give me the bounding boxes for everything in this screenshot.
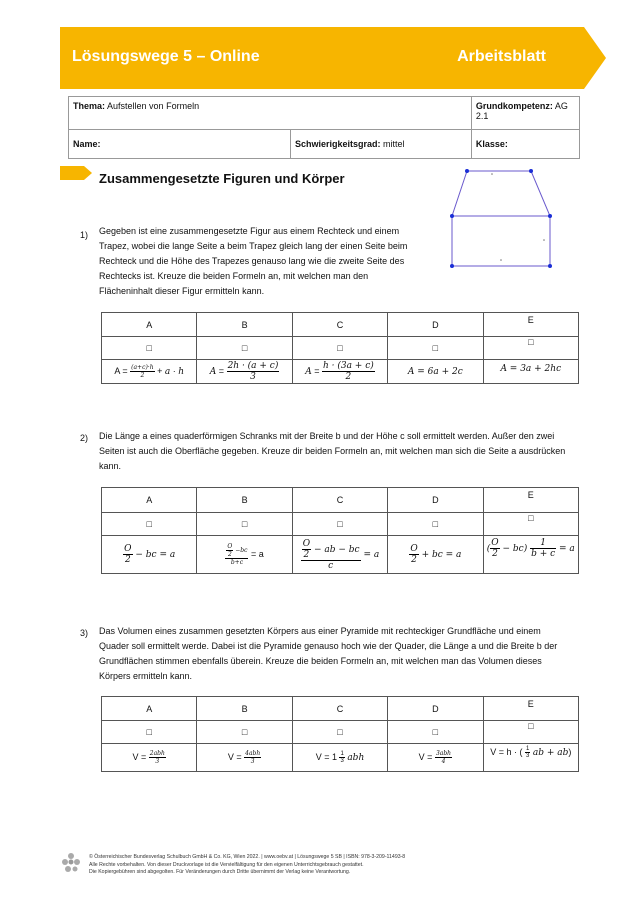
formula-a: A = $\frac{(a+c)\cdot h}{2}$ + a · h [102, 360, 197, 384]
option-c-header: C [292, 488, 387, 513]
worksheet-header-table [68, 96, 580, 159]
option-a-checkbox[interactable]: □ [102, 513, 197, 536]
option-d-checkbox[interactable]: □ [388, 513, 483, 536]
formula-e: V = h · ( $\frac{1}{3}$ ab + ab) [483, 744, 578, 772]
option-b-header: B [197, 488, 292, 513]
task-3-text: Das Volumen eines zusammen gesetzten Körpers aus einer Pyramide mit rechteckiger Grundfläche und einem Quader soll ermittelt werde. Dabei ist die Pyramide genauso hoch wie der Quader, die Länge a und die Breite b der Grundflächen stimmen ebenfalls überein. Kreuze die beiden Formeln an, mit welchen man das Volumen dieses Körpers ermitteln kann. [99, 626, 558, 681]
option-e-checkbox[interactable]: □ [483, 513, 578, 536]
option-a-checkbox[interactable]: □ [102, 721, 197, 744]
banner-subtitle: Arbeitsblatt [457, 48, 546, 65]
option-c-checkbox[interactable]: □ [292, 337, 387, 360]
option-e-header: E [483, 313, 578, 337]
task-2-text: Die Länge a eines quaderförmigen Schranks mit der Breite b und der Höhe c soll ermittelt werden. Außer den zwei Seiten ist auch die Oberfläche gegeben. Kreuze dir beiden Formeln an, mit welchen man sich die Seite a ausdrücken kann. [99, 431, 566, 471]
option-e-checkbox[interactable]: □ [483, 337, 578, 360]
formula-d: $\frac{O}{2}$ + bc = a [388, 536, 483, 574]
formula-e: ( $\frac{O}{2}$ − bc) $\frac{1}{b + c}$ = a [483, 536, 578, 574]
task-2-number: 2) [80, 433, 89, 443]
banner-title: Lösungswege 5 – Online [72, 48, 260, 65]
section-marker-icon [60, 166, 92, 180]
option-d-header: D [388, 488, 483, 513]
option-d-checkbox[interactable]: □ [388, 721, 483, 744]
option-b-checkbox[interactable]: □ [197, 337, 292, 360]
task-1-number: 1) [80, 230, 89, 240]
task-3-options-table [101, 696, 579, 772]
task-3-number: 3) [80, 628, 89, 638]
formula-a: V = $\frac{\text{2abh}}{3}$ [102, 744, 197, 772]
option-e-header: E [483, 488, 578, 513]
option-d-header: D [388, 697, 483, 721]
option-e-header: E [483, 697, 578, 721]
option-d-checkbox[interactable]: □ [388, 337, 483, 360]
option-e-checkbox[interactable]: □ [483, 721, 578, 744]
formula-b: $\frac{O}{2}$ −bc b+c = a [197, 536, 292, 574]
option-b-header: B [197, 697, 292, 721]
composite-figure-diagram [446, 162, 558, 272]
option-a-checkbox[interactable]: □ [102, 337, 197, 360]
task-1-text: Gegeben ist eine zusammengesetzte Figur aus einem Rechteck und einem Trapez, wobei die lange Seite a beim Trapez gleich lang der einen Seite beim Rechteck und die Höhe des Trapezes genauso lang wie die zweite Seite des Rechtecks ist. Kreuze die beiden Formeln an, mit welchen man den Flächeninhalt dieser Figur ermitteln kann. [99, 226, 408, 296]
option-a-header: A [102, 313, 197, 337]
footer-copyright: © Österreichischer Bundesverlag Schulbuch GmbH & Co. KG, Wien 2022. | www.oebv.at | Lösungswege 5 SB | ISBN: 978-3-209-11493-8 Alle Rechte vorbehalten. Von dieser Druckvorlage ist die Vervielfältigung für den eigenen Unterrichtsgebrauch gestattet. Die Kopiergebühren sind abgegolten. Für Veränderungen durch Dritte übernimmt der Verlag keine Verantwortung. [89, 854, 406, 875]
formula-c: $\frac{O}{2}$ − ab − bc c = a [292, 536, 387, 574]
task-1-options-table [101, 312, 579, 384]
option-c-checkbox[interactable]: □ [292, 721, 387, 744]
schwierigkeit-cell: Schwierigkeitsgrad: mittel [291, 130, 472, 159]
formula-c: A = $\frac{h \cdot (3a + c)}{2}$ [292, 360, 387, 384]
option-b-header: B [197, 313, 292, 337]
klasse-cell[interactable]: Klasse: [471, 130, 579, 159]
option-c-checkbox[interactable]: □ [292, 513, 387, 536]
formula-b: V = $\frac{\text{4abh}}{3}$ [197, 744, 292, 772]
header-banner [60, 27, 606, 89]
formula-e: A = 3a + 2hc [483, 360, 578, 384]
option-d-header: D [388, 313, 483, 337]
thema-cell: Thema: Aufstellen von Formeln [69, 97, 472, 130]
formula-d: V = $\frac{\text{3abh}}{4}$ [388, 744, 483, 772]
option-b-checkbox[interactable]: □ [197, 513, 292, 536]
option-a-header: A [102, 488, 197, 513]
task-2-options-table [101, 487, 579, 574]
name-cell[interactable]: Name: [69, 130, 291, 159]
formula-a: $\frac{O}{2}$ − bc = a [102, 536, 197, 574]
grundkompetenz-cell: Grundkompetenz: AG 2.1 [471, 97, 579, 130]
option-c-header: C [292, 697, 387, 721]
option-b-checkbox[interactable]: □ [197, 721, 292, 744]
option-c-header: C [292, 313, 387, 337]
section-title: Zusammengesetzte Figuren und Körper [99, 171, 345, 186]
formula-d: A = 6a + 2c [388, 360, 483, 384]
formula-c: V = 1 $\frac{1}{3}$ abh [292, 744, 387, 772]
publisher-logo-icon [60, 851, 82, 873]
formula-b: A = $\frac{2h \cdot (a + c)}{3}$ [197, 360, 292, 384]
option-a-header: A [102, 697, 197, 721]
